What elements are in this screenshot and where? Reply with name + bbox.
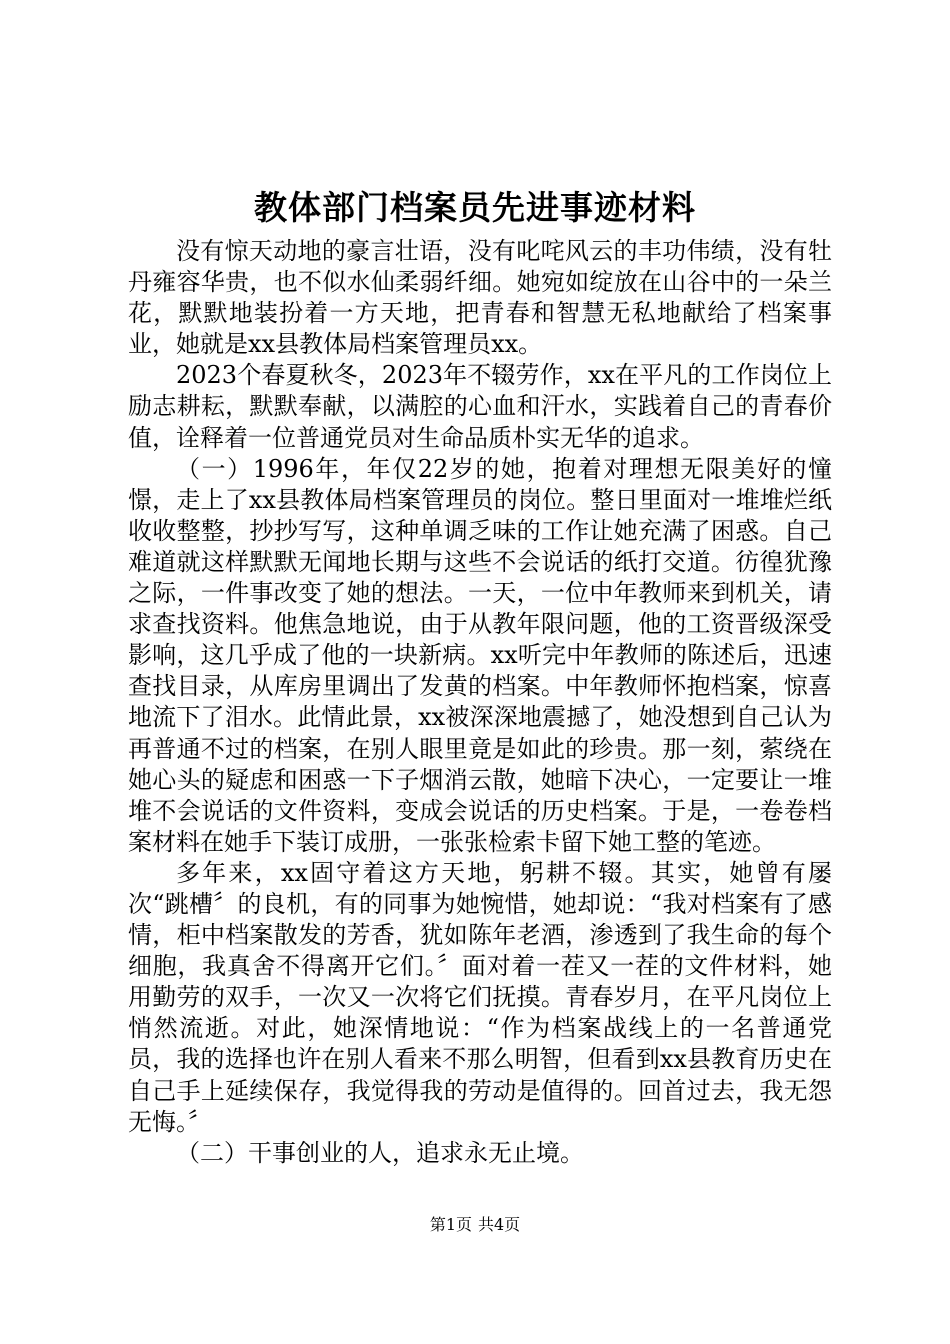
paragraph-intro: 没有惊天动地的豪言壮语，没有叱咤风云的丰功伟绩，没有牡丹雍容华贵，也不似水仙柔弱纤细。她宛如绽放在山谷中的一朵兰花，默默地装扮着一方天地，把青春和智慧无私地献给了档案事业，她就是xx县教体局档案管理员xx。 [128,237,832,359]
page-footer [0,1213,950,1237]
page-number: 第1页 [429,1215,472,1234]
document-title: 教体部门档案员先进事迹材料 [254,188,696,227]
page-total: 共4页 [478,1215,521,1234]
paragraph-section-two: （二）干事创业的人，追求永无止境。 [176,1138,584,1167]
paragraph-dedication: 多年来，xx固守着这方天地，躬耕不辍。其实，她曾有屡次“跳槽〞的良机，有的同事为她惋惜，她却说：“我对档案有了感情，柜中档案散发的芳香，犹如陈年老酒，渗透到了我生命的每个细胞，我真舍不得离开它们。〞面对着一茬又一茬的文件材料，她用勤劳的双手，一次又一次将它们抚摸。青春岁月，在平凡岗位上悄然流逝。对此，她深情地说：“作为档案战线上的一名普通党员，我的选择也许在别人看来不那么明智，但看到xx县教育历史在自己手上延续保存，我觉得我的劳动是值得的。回首过去，我无怨无悔。〞 [128,858,832,1136]
paragraph-summary: 2023个春夏秋冬，2023年不辍劳作，xx在平凡的工作岗位上励志耕耘，默默奉献，以满腔的心血和汗水，实践着自己的青春价值，诠释着一位普通党员对生命品质朴实无华的追求。 [128,361,832,452]
document-body [128,236,832,1169]
paragraph-section-one: （一）1996年，年仅22岁的她，抱着对理想无限美好的憧憬，走上了xx县教体局档案管理员的岗位。整日里面对一堆堆烂纸收收整整，抄抄写写，这种单调乏味的工作让她充满了困惑。自己难道就这样默默无闻地长期与这些不会说话的纸打交道。彷徨犹豫之际，一件事改变了她的想法。一天，一位中年教师来到机关，请求查找资料。他焦急地说，由于从教年限问题，他的工资晋级深受影响，这几乎成了他的一块新病。xx听完中年教师的陈述后，迅速查找目录，从库房里调出了发黄的档案。中年教师怀抱档案，惊喜地流下了泪水。此情此景，xx被深深地震撼了，她没想到自己认为再普通不过的档案，在别人眼里竟是如此的珍贵。那一刻，萦绕在她心头的疑虑和困惑一下子烟消云散，她暗下决心，一定要让一堆堆不会说话的文件资料，变成会说话的历史档案。于是，一卷卷档案材料在她手下装订成册，一张张检索卡留下她工整的笔迹。 [128,454,832,856]
